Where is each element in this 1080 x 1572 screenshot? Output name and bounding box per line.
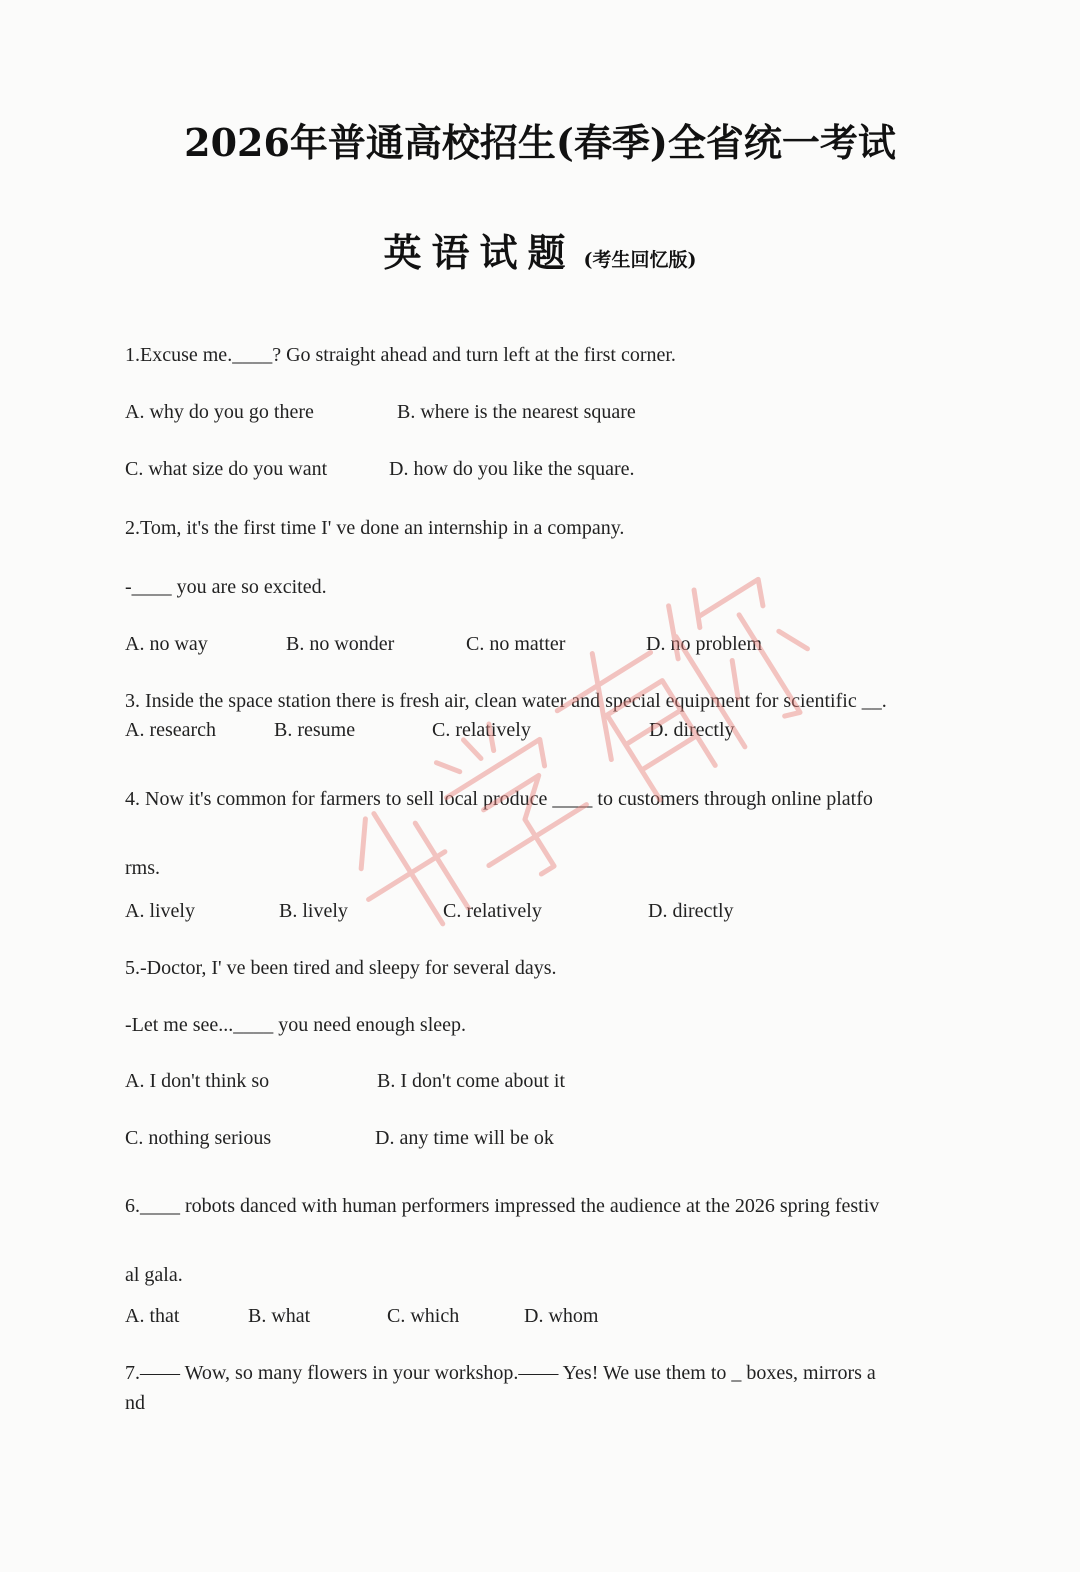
question-7-stem-continued: nd <box>125 1392 145 1414</box>
question-2-stem: 2.Tom, it's the first time I' ve done an internship in a company. <box>125 517 625 539</box>
question-2-option-d: D. no problem <box>646 633 763 655</box>
question-4-option-c: C. relatively <box>443 900 542 922</box>
watermark-glyphs <box>321 556 834 959</box>
question-5-option-d: D. any time will be ok <box>375 1127 554 1149</box>
question-5-stem: 5.-Doctor, I' ve been tired and sleepy for several days. <box>125 957 557 979</box>
version-note: (考生回忆版) <box>583 249 697 271</box>
question-4-stem: 4. Now it's common for farmers to sell local produce ____ to customers through online platfo <box>125 788 873 810</box>
question-6-option-c: C. which <box>387 1305 460 1327</box>
question-6-option-d: D. whom <box>524 1305 599 1327</box>
question-3-stem: 3. Inside the space station there is fresh air, clean water and special equipment for scientific __. <box>125 690 887 712</box>
question-3-option-a: A. research <box>125 719 217 741</box>
question-1-stem: 1.Excuse me.____? Go straight ahead and turn left at the first corner. <box>125 344 676 366</box>
exam-title: 2026年普通高校招生(春季)全省统一考试 <box>184 120 896 165</box>
question-4-option-b: B. lively <box>279 900 348 922</box>
question-5-option-b: B. I don't come about it <box>377 1070 566 1092</box>
question-6-stem: 6.____ robots danced with human performers impressed the audience at the 2026 spring festiv <box>125 1195 880 1217</box>
question-1-option-c: C. what size do you want <box>125 458 328 480</box>
watermark-stamp <box>290 540 850 960</box>
question-1-option-a: A. why do you go there <box>125 401 314 423</box>
question-4-option-d: D. directly <box>648 900 734 922</box>
question-2-reply: -____ you are so excited. <box>125 576 327 598</box>
question-2-option-c: C. no matter <box>466 633 566 655</box>
subject-title: 英语试题 <box>383 230 576 275</box>
question-6-option-b: B. what <box>248 1305 311 1327</box>
question-3-option-b: B. resume <box>274 719 356 741</box>
question-1-option-b: B. where is the nearest square <box>397 401 636 423</box>
question-5-option-c: C. nothing serious <box>125 1127 272 1149</box>
question-4-stem-continued: rms. <box>125 857 160 879</box>
question-5-option-a: A. I don't think so <box>125 1070 270 1092</box>
question-6-option-a: A. that <box>125 1305 180 1327</box>
question-5-reply: -Let me see...____ you need enough sleep. <box>125 1014 467 1036</box>
watermark-graphic <box>290 540 850 960</box>
question-2-option-a: A. no way <box>125 633 208 655</box>
question-3-option-c: C. relatively <box>432 719 531 741</box>
exam-subtitle <box>0 222 1080 277</box>
question-6-stem-continued: al gala. <box>125 1264 183 1286</box>
question-4-option-a: A. lively <box>125 900 195 922</box>
question-1-option-d: D. how do you like the square. <box>389 458 635 480</box>
question-7-stem: 7.—— Wow, so many flowers in your workshop.—— Yes! We use them to _ boxes, mirrors a <box>125 1362 876 1384</box>
question-2-option-b: B. no wonder <box>286 633 395 655</box>
question-3-option-d: D. directly <box>649 719 735 741</box>
